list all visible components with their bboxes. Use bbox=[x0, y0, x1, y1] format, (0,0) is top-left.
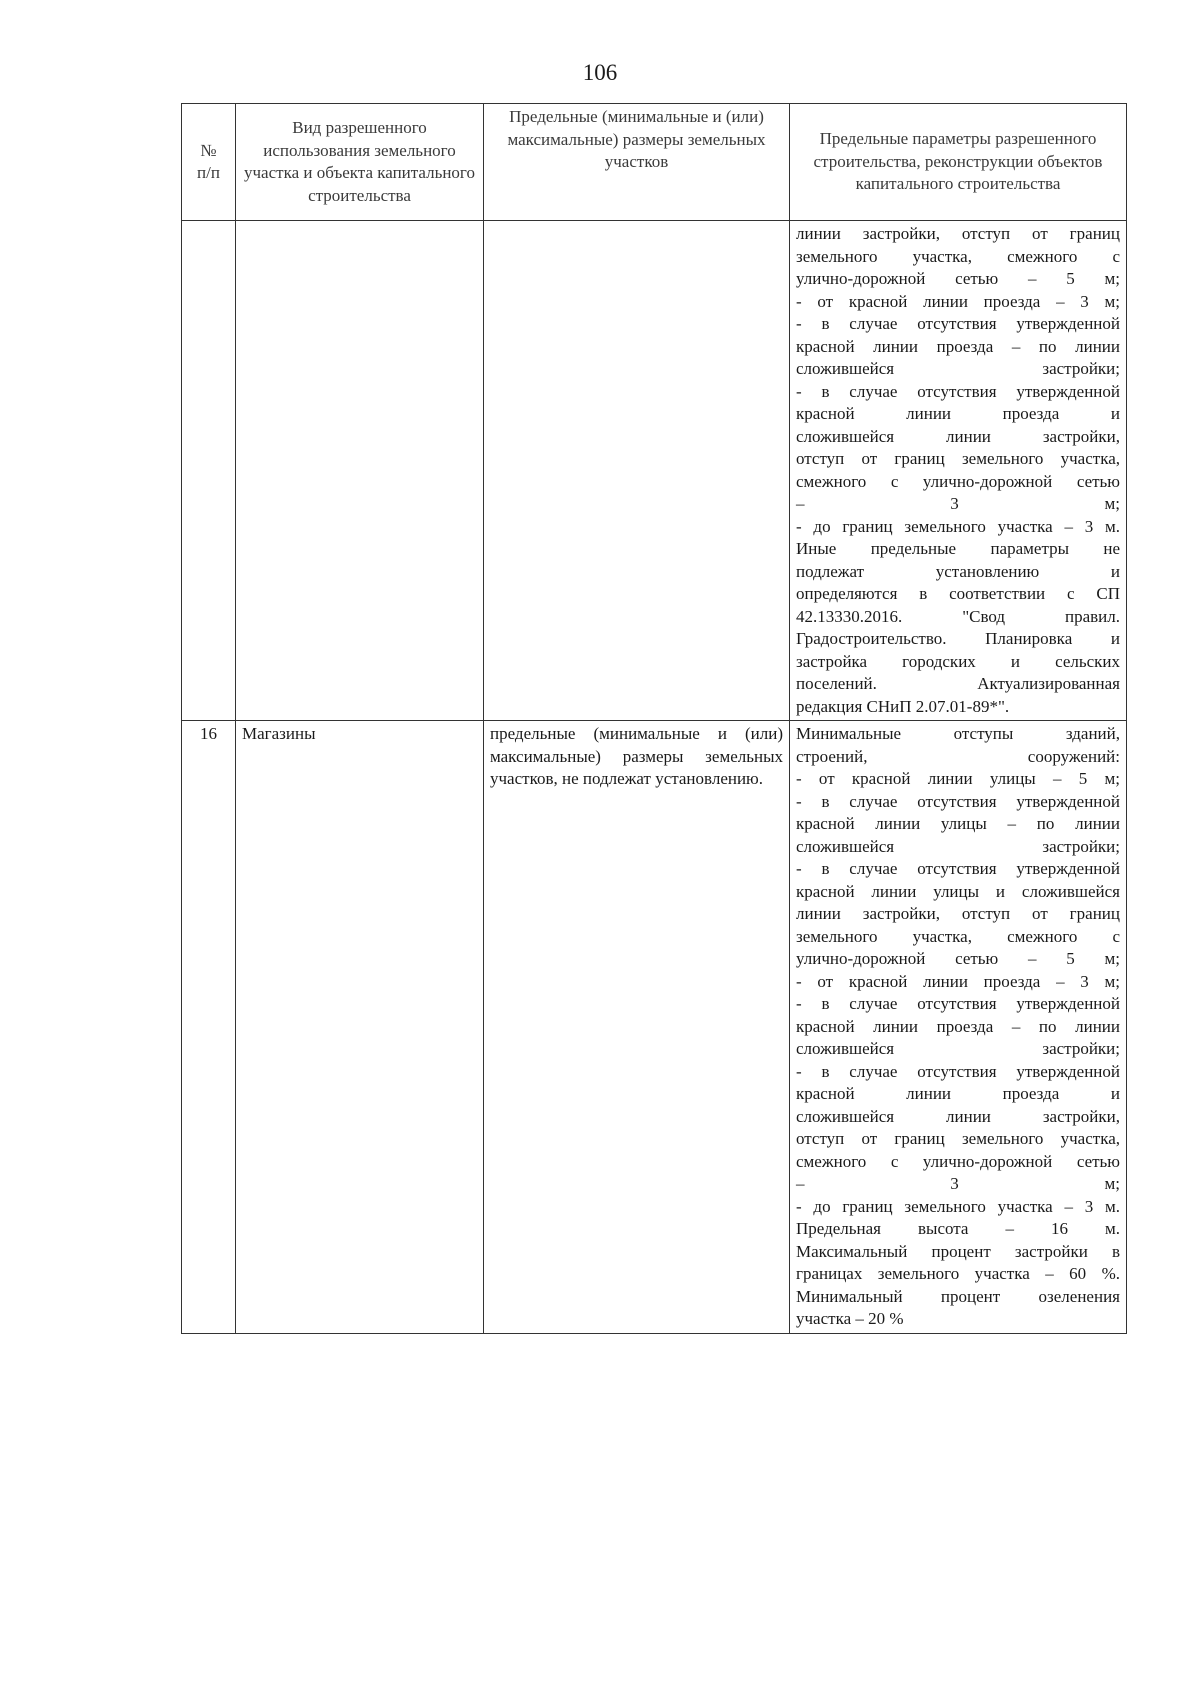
row16-params-line: - до границ земельного участка – 3 м. bbox=[796, 1196, 1120, 1216]
cell-params-continuation bbox=[790, 221, 1127, 721]
continuation-params-line: поселений. Актуализированная bbox=[796, 674, 1120, 693]
header-construction-params: Предельные параметры разрешенного строительства, реконструкции объектов капитального строительства bbox=[790, 104, 1127, 221]
row16-params-line: красной линии проезда – по линии bbox=[796, 1016, 1120, 1036]
row16-params-line: - от красной линии проезда – 3 м; bbox=[796, 971, 1120, 991]
row16-params-line: - в случае отсутствия утвержденной bbox=[796, 791, 1120, 811]
continuation-params-line: смежного с улично-дорожной сетью bbox=[796, 471, 1120, 491]
row16-params-line: красной линии улицы – по линии bbox=[796, 814, 1120, 833]
row16-params-line: Предельная высота – 16 м. bbox=[796, 1219, 1120, 1238]
continuation-params-line: подлежат установлению и bbox=[796, 561, 1120, 581]
continuation-params-line: застройка городских и сельских bbox=[796, 651, 1120, 671]
row16-params-line: земельного участка, смежного с bbox=[796, 926, 1120, 946]
cell-construction-params bbox=[790, 721, 1127, 1334]
row16-params-line: - в случае отсутствия утвержденной bbox=[796, 994, 1120, 1013]
header-land-sizes: Предельные (минимальные и (или) максимальные) размеры земельных участков bbox=[484, 104, 790, 221]
row16-params-line: участка – 20 % bbox=[796, 1309, 904, 1328]
continuation-params-line: определяются в соответствии с СП bbox=[796, 584, 1120, 603]
row16-params-line: границах земельного участка – 60 %. bbox=[796, 1264, 1120, 1283]
continuation-params-line: Иные предельные параметры не bbox=[796, 539, 1120, 558]
continuation-params-line: красной линии проезда – по линии bbox=[796, 336, 1120, 356]
row16-params-line: строений, сооружений: bbox=[796, 746, 1120, 766]
continuation-params-line: – 3 м; bbox=[796, 494, 1120, 513]
cell-number-empty bbox=[182, 221, 236, 721]
page-number: 106 bbox=[582, 60, 618, 85]
continuation-params-line: земельного участка, смежного с bbox=[796, 246, 1120, 266]
header-use-kind: Вид разрешенного использования земельного участка и объекта капитального строительства bbox=[236, 104, 484, 221]
row16-params-line: красной линии проезда и bbox=[796, 1084, 1120, 1103]
continuation-params-line: красной линии проезда и bbox=[796, 404, 1120, 423]
row16-params-line: Минимальные отступы зданий, bbox=[796, 724, 1120, 743]
continuation-params-line: 42.13330.2016. "Свод правил. bbox=[796, 606, 1120, 626]
row16-params-line: - в случае отсутствия утвержденной bbox=[796, 1061, 1120, 1081]
row16-params-line: смежного с улично-дорожной сетью bbox=[796, 1151, 1120, 1171]
row16-params-line: отступ от границ земельного участка, bbox=[796, 1129, 1120, 1148]
continuation-params-line: редакция СНиП 2.07.01-89*". bbox=[796, 696, 1010, 716]
table-row-16 bbox=[182, 721, 1127, 1334]
table-row-continuation bbox=[182, 221, 1127, 721]
row16-params-line: - в случае отсутствия утвержденной bbox=[796, 859, 1120, 878]
cell-row-number: 16 bbox=[182, 721, 236, 1334]
row16-params-line: сложившейся застройки; bbox=[796, 836, 1120, 856]
continuation-params-line: - в случае отсутствия утвержденной bbox=[796, 314, 1120, 333]
cell-use-kind-empty bbox=[236, 221, 484, 721]
continuation-params-line: Градостроительство. Планировка и bbox=[796, 629, 1120, 648]
continuation-params-line: отступ от границ земельного участка, bbox=[796, 449, 1120, 468]
continuation-params-line: - до границ земельного участка – 3 м. bbox=[796, 516, 1120, 536]
parameters-table bbox=[181, 103, 1127, 1334]
continuation-params-line: - в случае отсутствия утвержденной bbox=[796, 381, 1120, 401]
continuation-params-line: линии застройки, отступ от границ bbox=[796, 224, 1120, 243]
row16-params-line: красной линии улицы и сложившейся bbox=[796, 881, 1120, 901]
continuation-params-line: сложившейся застройки; bbox=[796, 359, 1120, 378]
row16-params-line: Минимальный процент озеленения bbox=[796, 1286, 1120, 1306]
continuation-params-line: - от красной линии проезда – 3 м; bbox=[796, 291, 1120, 311]
table-header-row bbox=[182, 104, 1127, 221]
row16-params-line: сложившейся линии застройки, bbox=[796, 1106, 1120, 1126]
cell-land-sizes-empty bbox=[484, 221, 790, 721]
row16-params-line: – 3 м; bbox=[796, 1174, 1120, 1193]
row16-params-line: улично-дорожной сетью – 5 м; bbox=[796, 949, 1120, 968]
row16-params-line: - от красной линии улицы – 5 м; bbox=[796, 769, 1120, 788]
row16-params-line: сложившейся застройки; bbox=[796, 1039, 1120, 1058]
row16-params-line: Максимальный процент застройки в bbox=[796, 1241, 1120, 1261]
cell-use-kind: Магазины bbox=[236, 721, 484, 1334]
continuation-params-line: улично-дорожной сетью – 5 м; bbox=[796, 269, 1120, 288]
cell-land-sizes: предельные (минимальные и (или) максимальные) размеры земельных участков, не подлежат установлению. bbox=[484, 721, 790, 1334]
continuation-params-line: сложившейся линии застройки, bbox=[796, 426, 1120, 446]
header-number: № п/п bbox=[182, 104, 236, 221]
row16-params-line: линии застройки, отступ от границ bbox=[796, 904, 1120, 923]
